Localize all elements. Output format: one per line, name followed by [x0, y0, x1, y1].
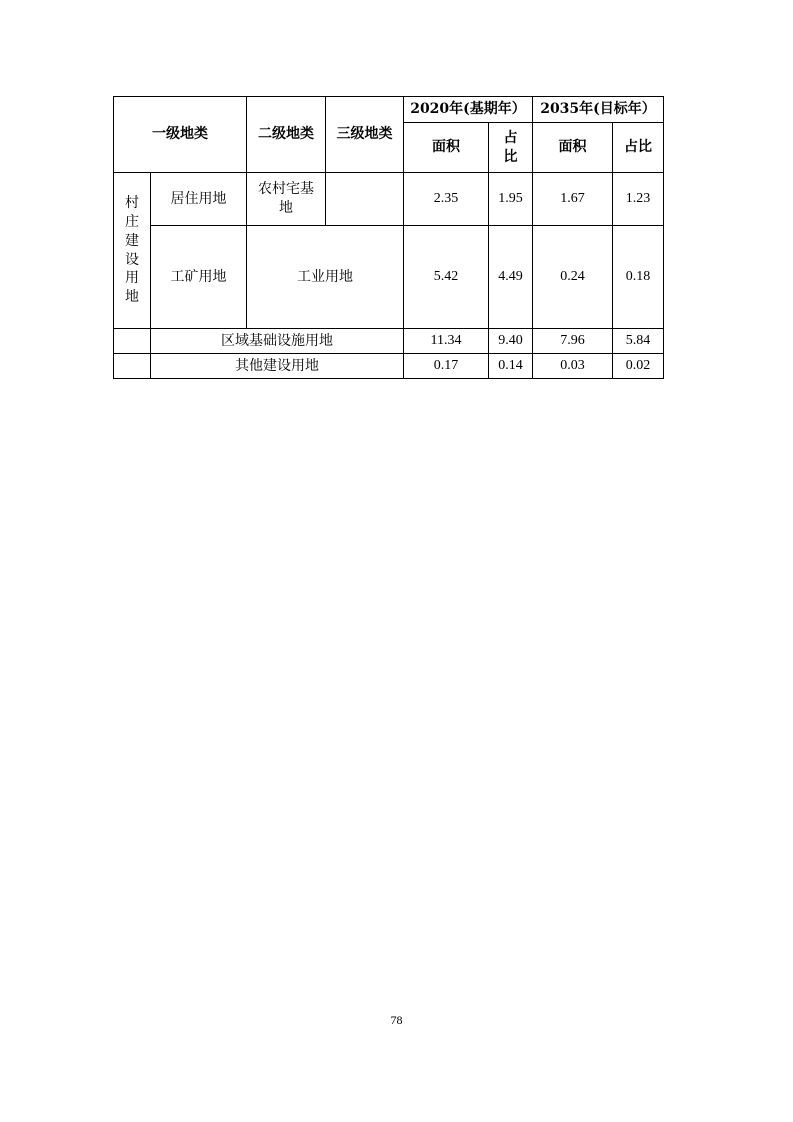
- header-area-2020: 面积: [404, 123, 489, 173]
- row-other-empty: [114, 354, 151, 379]
- row-industrial-level2: 工矿用地: [151, 226, 247, 329]
- row-residential-empty: [326, 173, 404, 226]
- row-residential-level2: 居住用地: [151, 173, 247, 226]
- row-industrial-level3: 工业用地: [247, 226, 404, 329]
- header-level2: 二级地类: [247, 97, 326, 173]
- row-residential-area-2020: 2.35: [404, 173, 489, 226]
- row-industrial-ratio-2020: 4.49: [489, 226, 533, 329]
- row-other-ratio-2035: 0.02: [613, 354, 664, 379]
- row-industrial-area-2020: 5.42: [404, 226, 489, 329]
- page-number: 78: [390, 1013, 403, 1027]
- row-other-ratio-2020: 0.14: [489, 354, 533, 379]
- row-infrastructure-area-2035: 7.96: [533, 329, 613, 354]
- row-residential-level3: 农村宅基地: [247, 173, 326, 226]
- row-infrastructure-label: 区域基础设施用地: [151, 329, 404, 354]
- header-ratio-2035: 占比: [613, 123, 664, 173]
- land-use-table: [113, 96, 664, 379]
- row-other-area-2020: 0.17: [404, 354, 489, 379]
- group-label-village-construction: 村 庄 建 设 用 地: [114, 173, 151, 329]
- header-level3: 三级地类: [326, 97, 404, 173]
- row-infrastructure-empty: [114, 329, 151, 354]
- row-industrial-ratio-2035: 0.18: [613, 226, 664, 329]
- header-area-2035: 面积: [533, 123, 613, 173]
- row-industrial-area-2035: 0.24: [533, 226, 613, 329]
- header-ratio-2020: 占比: [489, 123, 533, 173]
- row-infrastructure-ratio-2020: 9.40: [489, 329, 533, 354]
- header-year-base: 2020年(基期年）: [404, 97, 533, 123]
- row-residential-area-2035: 1.67: [533, 173, 613, 226]
- row-other-area-2035: 0.03: [533, 354, 613, 379]
- header-level1: 一级地类: [114, 97, 247, 173]
- row-residential-ratio-2035: 1.23: [613, 173, 664, 226]
- header-year-target: 2035年(目标年）: [533, 97, 664, 123]
- row-residential-ratio-2020: 1.95: [489, 173, 533, 226]
- row-other-label: 其他建设用地: [151, 354, 404, 379]
- row-infrastructure-ratio-2035: 5.84: [613, 329, 664, 354]
- row-infrastructure-area-2020: 11.34: [404, 329, 489, 354]
